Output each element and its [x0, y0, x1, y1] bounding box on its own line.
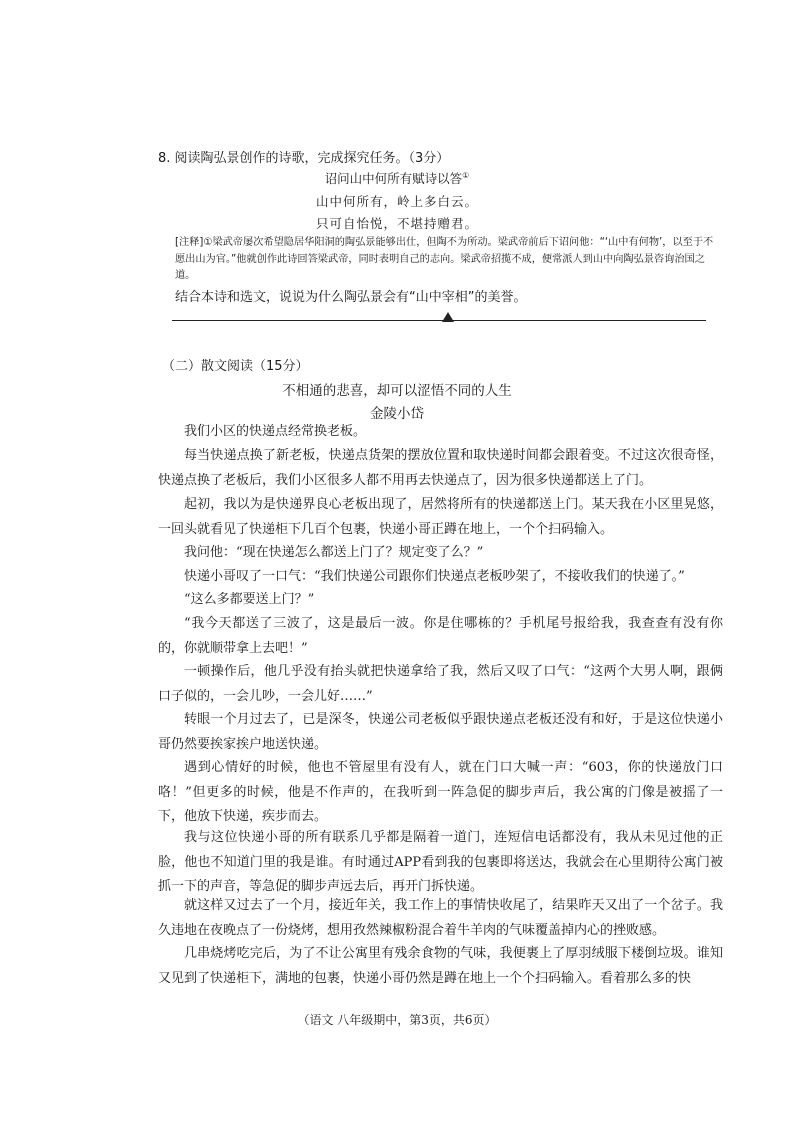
- article-paragraph: “我今天都送了三波了，这是最后一波。你是住哪栋的？手机尾号报给我，我查查有没有你的，你就顺带拿上去吧！”: [158, 616, 723, 656]
- article-paragraph: 几串烧烤吃完后，为了不让公寓里有残余食物的气味，我便裹上了厚羽绒服下楼倒垃圾。谁知又见到了快递柜下，满地的包裹，快递小哥仍然是蹲在地上一个个扫码输入。看着那么多的快: [158, 946, 723, 986]
- article-paragraph: “这么多都要送上门？”: [184, 592, 315, 607]
- section-divider: [172, 320, 706, 321]
- article-paragraph: 我问他：“现在快递怎么都送上门了？规定变了么？”: [184, 545, 484, 560]
- poem-line-1: 山中何所有，岭上多白云。: [315, 194, 478, 209]
- article-paragraph: 快递小哥叹了一口气：“我们快递公司跟你们快递点老板吵架了，不接收我们的快递了。”: [184, 569, 685, 584]
- poem-title: [0, 169, 794, 187]
- article-paragraph: 一顿操作后，他几乎没有抬头就把快递拿给了我，然后又叹了口气：“这两个大男人啊，跟俩口子似的，一会儿吵，一会儿好……”: [158, 664, 723, 704]
- article-paragraph: 转眼一个月过去了，已是深冬，快递公司老板似乎跟快递点老板还没有和好，于是这位快递小哥仍然要挨家挨户地送快递。: [158, 712, 723, 752]
- triangle-marker-icon: [442, 312, 454, 322]
- poem-annotation: [注释]①梁武帝屡次希望隐居华阳洞的陶弘景能够出仕，但陶不为所动。梁武帝前后下诏问他：“‘山中有何物’，以至于不愿出山为官。”他就创作此诗回答梁武帝，同时表明自己的志向。梁武帝招揽不成，便常派人到山中向陶弘景咨询治国之道。: [175, 237, 714, 281]
- task-question: 结合本诗和选文，说说为什么陶弘景会有“山中宰相”的美誉。: [175, 290, 527, 305]
- article-paragraph: 我们小区的快递点经常换老板。: [184, 424, 367, 439]
- section-heading: （二）散文阅读（15分）: [162, 359, 309, 374]
- page-footer: （语文 八年级期中，第3页，共6页）: [297, 1013, 497, 1027]
- article-title: 不相通的悲喜，却可以涩悟不同的人生: [282, 383, 512, 399]
- poem-title-text: 诏问山中何所有赋诗以答: [324, 171, 463, 186]
- article-author: 金陵小岱: [370, 406, 424, 422]
- article-paragraph: 起初，我以为是快递界良心老板出现了，居然将所有的快递都送上门。某天我在小区里晃悠，一回头就看见了快递柜下几百个包裹，快递小哥正蹲在地上，一个个扫码输入。: [158, 497, 723, 537]
- article-paragraph: 我与这位快递小哥的所有联系几乎都是隔着一道门，连短信电话都没有，我从未见过他的正脸，他也不知道门里的我是谁。有时通过APP看到我的包裹即将送达，我就会在心里期待公寓门被抓一下的声音，等急促的脚步声远去后，再开门拆快递。: [158, 830, 723, 894]
- footnote-marker: ①: [462, 170, 470, 180]
- article-paragraph: 就这样又过去了一个月，接近年关，我工作上的事情快收尾了，结果昨天又出了一个岔子。我久违地在夜晚点了一份烧烤，想用孜然辣椒粉混合着牛羊肉的气味覆盖掉内心的挫败感。: [158, 898, 723, 938]
- article-paragraph: 遇到心情好的时候，他也不管屋里有没有人，就在门口大喊一声：“603，你的快递放门口咯！”但更多的时候，他是不作声的，在我听到一阵急促的脚步声后，我公寓的门像是被摇了一下，他放下快递，疾步而去。: [158, 760, 723, 824]
- poem-line-2: 只可自怡悦，不堪持赠君。: [315, 216, 478, 231]
- article-paragraph: 每当快递点换了新老板，快递点货架的摆放位置和取快递时间都会跟着变。不过这次很奇怪，快递点换了老板后，我们小区很多人都不用再去快递点了，因为很多快递都送上了门。: [158, 448, 723, 488]
- question-8-prompt: 8. 阅读陶弘景创作的诗歌，完成探究任务。（3分）: [158, 151, 450, 166]
